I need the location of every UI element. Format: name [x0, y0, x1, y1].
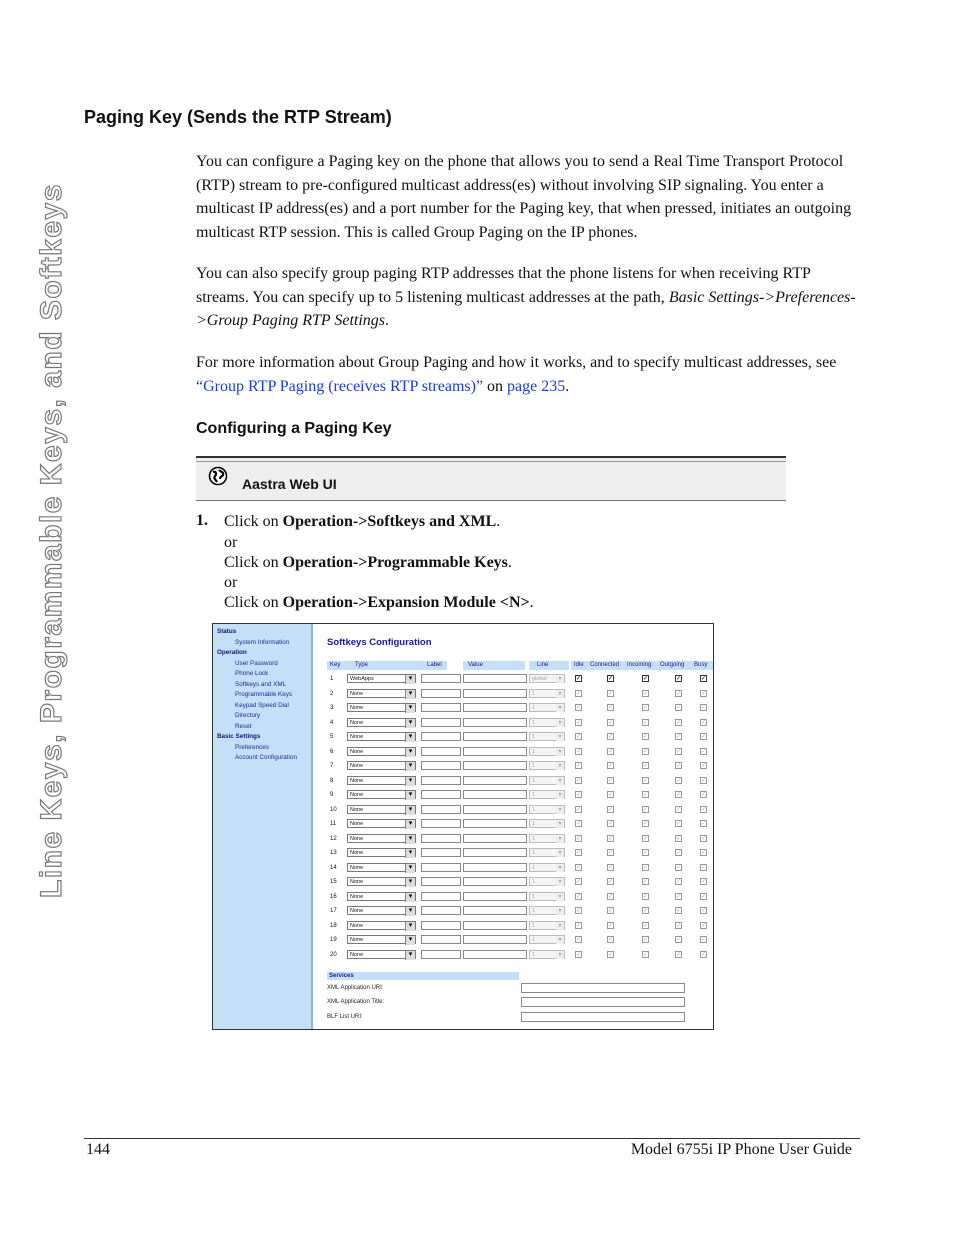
- state-checkbox[interactable]: ✓: [608, 676, 614, 682]
- key-number: 11: [330, 821, 337, 827]
- chapter-side-title: Line Keys, Programmable Keys, and Softkeys: [35, 183, 68, 898]
- state-checkbox[interactable]: ✓: [608, 922, 614, 929]
- type-select[interactable]: None ▾: [347, 732, 416, 741]
- type-select[interactable]: None ▾: [347, 776, 416, 785]
- line-select[interactable]: global ▾: [529, 674, 565, 683]
- softkey-row: [313, 949, 713, 963]
- state-checkbox[interactable]: ✓: [701, 806, 707, 813]
- softkey-row: [313, 731, 713, 745]
- state-checkbox[interactable]: ✓: [676, 690, 682, 697]
- softkey-row: [313, 847, 713, 861]
- key-number: 8: [330, 777, 334, 784]
- label-input[interactable]: [421, 834, 461, 843]
- label-input[interactable]: [421, 892, 461, 901]
- value-input[interactable]: [463, 935, 527, 944]
- state-checkbox[interactable]: ✓: [608, 951, 614, 958]
- paragraph-more-info: For more information about Group Paging and how it works, and to specify multicast addresses, see “Group RTP Paging (receives RTP streams)” on page 235.: [196, 354, 837, 395]
- col-line: Line: [537, 662, 549, 668]
- step-line-2: or: [224, 534, 238, 551]
- xml-application-uri-input[interactable]: [521, 983, 685, 993]
- group-rtp-paging-link[interactable]: “Group RTP Paging (receives RTP streams)”: [196, 377, 484, 395]
- type-select[interactable]: None ▾: [347, 950, 416, 959]
- state-checkbox[interactable]: ✓: [576, 806, 582, 813]
- state-checkbox[interactable]: ✓: [608, 850, 614, 856]
- state-checkbox[interactable]: ✓: [701, 792, 707, 798]
- state-checkbox[interactable]: ✓: [676, 937, 682, 943]
- state-checkbox[interactable]: ✓: [701, 951, 707, 958]
- key-number: 7: [330, 763, 334, 769]
- value-input[interactable]: [463, 906, 527, 915]
- label-input[interactable]: [421, 732, 461, 741]
- state-checkbox[interactable]: ✓: [643, 806, 649, 813]
- state-checkbox[interactable]: ✓: [643, 850, 649, 856]
- line-select[interactable]: 1 ▾: [529, 776, 565, 785]
- value-input[interactable]: [463, 718, 527, 727]
- line-select[interactable]: 1 ▾: [529, 921, 565, 930]
- state-checkbox[interactable]: ✓: [608, 835, 614, 842]
- nav-item[interactable]: Directory: [235, 712, 261, 719]
- services-header: Services: [327, 972, 519, 980]
- service-label-xml-title: XML Application Title:: [327, 999, 385, 1005]
- softkey-row: [313, 905, 713, 919]
- value-input[interactable]: [463, 834, 527, 843]
- step-line-5: Click on Operation->Expansion Module <N>.: [224, 594, 534, 611]
- label-input[interactable]: [421, 863, 461, 872]
- document-title: Model 6755i IP Phone User Guide: [630, 1141, 852, 1158]
- table-header-line: [529, 661, 569, 670]
- line-select[interactable]: 1 ▾: [529, 950, 565, 959]
- state-checkbox[interactable]: ✓: [676, 748, 682, 755]
- state-checkbox[interactable]: ✓: [676, 893, 682, 900]
- state-checkbox[interactable]: ✓: [643, 937, 649, 943]
- type-select[interactable]: None ▾: [347, 718, 416, 727]
- web-ui-main: [313, 624, 713, 1029]
- state-checkbox[interactable]: ✓: [576, 821, 582, 827]
- value-input[interactable]: [463, 848, 527, 857]
- col-label: Label: [427, 662, 442, 668]
- state-checkbox[interactable]: ✓: [643, 777, 649, 784]
- line-select[interactable]: 1 ▾: [529, 689, 565, 698]
- softkey-row: [313, 717, 713, 731]
- state-checkbox[interactable]: ✓: [701, 879, 707, 885]
- softkey-row: [313, 876, 713, 890]
- line-select[interactable]: 1 ▾: [529, 790, 565, 799]
- value-input[interactable]: [463, 805, 527, 814]
- softkey-row: [313, 862, 713, 876]
- key-number: 19: [330, 937, 337, 943]
- state-checkbox[interactable]: ✓: [576, 676, 582, 682]
- label-input[interactable]: [421, 761, 461, 770]
- value-input[interactable]: [463, 921, 527, 930]
- label-input[interactable]: [421, 921, 461, 930]
- label-input[interactable]: [421, 776, 461, 785]
- page-235-link[interactable]: page 235: [507, 377, 566, 395]
- config-title: Softkeys Configuration: [327, 637, 432, 648]
- type-select[interactable]: None ▾: [347, 935, 416, 944]
- state-checkbox[interactable]: ✓: [608, 792, 614, 798]
- state-checkbox[interactable]: ✓: [608, 734, 614, 740]
- type-select[interactable]: None ▾: [347, 761, 416, 770]
- state-checkbox[interactable]: ✓: [643, 705, 649, 711]
- step-line-4: or: [224, 574, 238, 591]
- state-checkbox[interactable]: ✓: [643, 864, 649, 871]
- paragraph-listen-path: Basic Settings->Preferences->Group Paging RTP Settings: [196, 288, 856, 329]
- state-checkbox[interactable]: ✓: [576, 763, 582, 769]
- state-checkbox[interactable]: ✓: [576, 835, 582, 842]
- state-checkbox[interactable]: ✓: [676, 879, 682, 885]
- value-input[interactable]: [463, 892, 527, 901]
- key-number: 3: [330, 705, 334, 711]
- value-input[interactable]: [463, 674, 527, 683]
- state-checkbox[interactable]: ✓: [676, 734, 682, 740]
- state-checkbox[interactable]: ✓: [676, 850, 682, 856]
- key-number: 10: [330, 806, 337, 813]
- state-checkbox[interactable]: ✓: [701, 690, 707, 697]
- state-checkbox[interactable]: ✓: [701, 676, 707, 682]
- key-number: 6: [330, 748, 334, 755]
- paragraph-more-info-on: on: [487, 377, 504, 395]
- value-input[interactable]: [463, 950, 527, 959]
- state-checkbox[interactable]: ✓: [643, 763, 649, 769]
- state-checkbox[interactable]: ✓: [608, 864, 614, 871]
- softkey-row: [313, 760, 713, 774]
- state-checkbox[interactable]: ✓: [676, 719, 682, 726]
- state-checkbox[interactable]: ✓: [643, 922, 649, 929]
- line-select[interactable]: 1 ▾: [529, 892, 565, 901]
- state-checkbox[interactable]: ✓: [643, 734, 649, 740]
- type-select[interactable]: None ▾: [347, 848, 416, 857]
- nav-item[interactable]: Softkeys and XML: [235, 680, 287, 688]
- web-ui-banner: [196, 456, 786, 501]
- state-checkbox[interactable]: ✓: [643, 835, 649, 842]
- state-checkbox[interactable]: ✓: [676, 763, 682, 769]
- key-number: 1: [330, 676, 334, 682]
- service-label-xml-uri: XML Application URI:: [327, 985, 384, 991]
- state-checkbox[interactable]: ✓: [701, 922, 707, 929]
- type-select[interactable]: None ▾: [347, 863, 416, 872]
- globe-icon: [208, 466, 228, 486]
- key-number: 4: [330, 719, 334, 726]
- line-select[interactable]: 1 ▾: [529, 819, 565, 828]
- line-select[interactable]: 1 ▾: [529, 703, 565, 712]
- softkey-row: [313, 673, 713, 687]
- state-checkbox[interactable]: ✓: [643, 951, 649, 958]
- nav-item[interactable]: Keypad Speed Dial: [235, 701, 289, 709]
- step-number: 1.: [196, 512, 208, 529]
- softkey-row: [313, 702, 713, 716]
- key-number: 12: [330, 835, 337, 842]
- state-checkbox[interactable]: ✓: [608, 879, 614, 885]
- value-input[interactable]: [463, 761, 527, 770]
- state-checkbox[interactable]: ✓: [701, 763, 707, 769]
- key-number: 13: [330, 850, 337, 856]
- state-checkbox[interactable]: ✓: [576, 879, 582, 885]
- label-input[interactable]: [421, 718, 461, 727]
- softkeys-config-screenshot: [212, 623, 714, 1030]
- value-input[interactable]: [463, 776, 527, 785]
- type-select[interactable]: None ▾: [347, 921, 416, 930]
- value-input[interactable]: [463, 819, 527, 828]
- label-input[interactable]: [421, 819, 461, 828]
- section-title: Paging Key (Sends the RTP Stream): [84, 107, 392, 127]
- type-select[interactable]: None ▾: [347, 805, 416, 814]
- footer-rule: [84, 1138, 860, 1139]
- col-key: Key: [330, 662, 341, 668]
- softkey-row: [313, 688, 713, 702]
- type-select[interactable]: None ▾: [347, 877, 416, 886]
- col-busy: Busy: [694, 662, 708, 668]
- type-select[interactable]: None ▾: [347, 689, 416, 698]
- state-checkbox[interactable]: ✓: [676, 676, 682, 682]
- label-input[interactable]: [421, 790, 461, 799]
- line-select[interactable]: 1 ▾: [529, 805, 565, 814]
- type-select[interactable]: None ▾: [347, 834, 416, 843]
- state-checkbox[interactable]: ✓: [608, 937, 614, 943]
- nav-item[interactable]: Preferences: [235, 743, 269, 751]
- line-select[interactable]: 1 ▾: [529, 877, 565, 886]
- subsection-title: Configuring a Paging Key: [196, 420, 392, 437]
- state-checkbox[interactable]: ✓: [643, 908, 649, 914]
- nav-item[interactable]: Operation: [217, 649, 247, 656]
- softkey-row: [313, 920, 713, 934]
- state-checkbox[interactable]: ✓: [701, 893, 707, 900]
- paragraph-more-info-text: For more information about Group Paging and how it works, and to specify multicast addresses, see: [196, 354, 837, 371]
- key-number: 20: [330, 951, 337, 958]
- state-checkbox[interactable]: ✓: [701, 719, 707, 726]
- state-checkbox[interactable]: ✓: [643, 821, 649, 827]
- state-checkbox[interactable]: ✓: [643, 792, 649, 798]
- paragraph-intro: You can configure a Paging key on the phone that allows you to send a Real Time Transport Protocol (RTP) stream to pre-configured multicast address(es) without involving SIP signaling. You enter a multicast IP address(es) and a port number for the Paging key, that when pressed, initiates an outgoing multicast RTP session. This is called Group Paging on the IP phones.: [196, 153, 852, 241]
- state-checkbox[interactable]: ✓: [676, 705, 682, 711]
- label-input[interactable]: [421, 950, 461, 959]
- state-checkbox[interactable]: ✓: [676, 792, 682, 798]
- value-input[interactable]: [463, 877, 527, 886]
- web-ui-nav: [213, 624, 313, 1029]
- type-select[interactable]: None ▾: [347, 747, 416, 756]
- state-checkbox[interactable]: ✓: [576, 748, 582, 755]
- state-checkbox[interactable]: ✓: [676, 951, 682, 958]
- type-select[interactable]: None ▾: [347, 819, 416, 828]
- state-checkbox[interactable]: ✓: [643, 893, 649, 900]
- state-checkbox[interactable]: ✓: [701, 777, 707, 784]
- state-checkbox[interactable]: ✓: [701, 835, 707, 842]
- state-checkbox[interactable]: ✓: [701, 821, 707, 827]
- type-select[interactable]: None ▾: [347, 703, 416, 712]
- step-line-1: Click on Operation->Softkeys and XML.: [224, 513, 501, 530]
- col-idle: Idle: [574, 662, 584, 668]
- page-number: 144: [86, 1141, 110, 1158]
- state-checkbox[interactable]: ✓: [701, 748, 707, 755]
- state-checkbox[interactable]: ✓: [608, 821, 614, 827]
- state-checkbox[interactable]: ✓: [676, 922, 682, 929]
- key-number: 14: [330, 864, 337, 871]
- label-input[interactable]: [421, 689, 461, 698]
- state-checkbox[interactable]: ✓: [576, 705, 582, 711]
- paragraph-listen-text: You can also specify group paging RTP addresses that the phone listens for when receiving RTP streams. You can specify up to 5 listening multicast addresses at the path,: [196, 265, 811, 306]
- line-select[interactable]: 1 ▾: [529, 935, 565, 944]
- state-checkbox[interactable]: ✓: [576, 864, 582, 871]
- state-checkbox[interactable]: ✓: [608, 893, 614, 900]
- state-checkbox[interactable]: ✓: [643, 676, 649, 682]
- col-outgoing: Outgoing: [660, 662, 685, 668]
- line-select[interactable]: 1 ▾: [529, 732, 565, 741]
- nav-item[interactable]: Basic Settings: [217, 733, 261, 740]
- state-checkbox[interactable]: ✓: [676, 821, 682, 827]
- state-checkbox[interactable]: ✓: [701, 705, 707, 711]
- state-checkbox[interactable]: ✓: [643, 748, 649, 755]
- type-select[interactable]: None ▾: [347, 906, 416, 915]
- label-input[interactable]: [421, 703, 461, 712]
- key-number: 9: [330, 792, 334, 798]
- nav-item[interactable]: System Information: [235, 638, 290, 646]
- table-header-states: [571, 661, 713, 670]
- value-input[interactable]: [463, 747, 527, 756]
- blf-list-uri-input[interactable]: [521, 1012, 685, 1022]
- value-input[interactable]: [463, 790, 527, 799]
- state-checkbox[interactable]: ✓: [701, 734, 707, 740]
- state-checkbox[interactable]: ✓: [643, 879, 649, 885]
- state-checkbox[interactable]: ✓: [608, 806, 614, 813]
- line-select[interactable]: 1 ▾: [529, 747, 565, 756]
- state-checkbox[interactable]: ✓: [576, 734, 582, 740]
- state-checkbox[interactable]: ✓: [576, 922, 582, 929]
- state-checkbox[interactable]: ✓: [701, 908, 707, 914]
- label-input[interactable]: [421, 747, 461, 756]
- softkey-row: [313, 804, 713, 818]
- key-number: 16: [330, 893, 337, 900]
- table-header-left: [327, 661, 447, 670]
- line-select[interactable]: 1 ▾: [529, 761, 565, 770]
- state-checkbox[interactable]: ✓: [643, 719, 649, 726]
- type-select[interactable]: WebApps ▾: [347, 674, 416, 683]
- state-checkbox[interactable]: ✓: [608, 748, 614, 755]
- key-number: 18: [330, 922, 337, 929]
- label-input[interactable]: [421, 935, 461, 944]
- line-select[interactable]: 1 ▾: [529, 718, 565, 727]
- state-checkbox[interactable]: ✓: [701, 937, 707, 943]
- state-checkbox[interactable]: ✓: [576, 850, 582, 856]
- service-label-blf-uri: BLF List URI:: [327, 1014, 363, 1020]
- value-input[interactable]: [463, 863, 527, 872]
- key-number: 2: [330, 690, 334, 697]
- label-input[interactable]: [421, 877, 461, 886]
- state-checkbox[interactable]: ✓: [701, 864, 707, 871]
- state-checkbox[interactable]: ✓: [576, 719, 582, 726]
- state-checkbox[interactable]: ✓: [576, 908, 582, 914]
- value-input[interactable]: [463, 732, 527, 741]
- state-checkbox[interactable]: ✓: [676, 908, 682, 914]
- nav-item[interactable]: Programmable Keys: [235, 691, 293, 698]
- col-type: Type: [355, 662, 369, 668]
- nav-item[interactable]: Status: [217, 628, 237, 635]
- xml-application-title-input[interactable]: [521, 997, 685, 1007]
- state-checkbox[interactable]: ✓: [608, 777, 614, 784]
- softkey-row: [313, 934, 713, 948]
- nav-item[interactable]: Account Configuration: [235, 754, 297, 761]
- nav-item[interactable]: User Password: [235, 659, 278, 667]
- state-checkbox[interactable]: ✓: [608, 705, 614, 711]
- table-header-value: [463, 661, 525, 670]
- state-checkbox[interactable]: ✓: [701, 850, 707, 856]
- softkey-row: [313, 746, 713, 760]
- softkey-row: [313, 789, 713, 803]
- label-input[interactable]: [421, 805, 461, 814]
- line-select[interactable]: 1 ▾: [529, 906, 565, 915]
- softkey-row: [313, 833, 713, 847]
- state-checkbox[interactable]: ✓: [608, 719, 614, 726]
- softkey-row: [313, 775, 713, 789]
- paragraph-listen: You can also specify group paging RTP addresses that the phone listens for when receiving RTP streams. You can specify up to 5 listening multicast addresses at the path, Basic Settings->Preferences->Group Paging RTP Settings.: [196, 265, 856, 329]
- state-checkbox[interactable]: ✓: [576, 792, 582, 798]
- state-checkbox[interactable]: ✓: [676, 777, 682, 784]
- state-checkbox[interactable]: ✓: [576, 951, 582, 958]
- softkey-row: [313, 891, 713, 905]
- state-checkbox[interactable]: ✓: [576, 690, 582, 697]
- line-select[interactable]: 1 ▾: [529, 834, 565, 843]
- type-select[interactable]: None ▾: [347, 892, 416, 901]
- col-incoming: Incoming: [627, 662, 652, 668]
- col-connected: Connected: [590, 662, 620, 668]
- value-input[interactable]: [463, 703, 527, 712]
- softkey-row: [313, 818, 713, 832]
- key-number: 5: [330, 734, 334, 740]
- key-number: 17: [330, 908, 337, 914]
- state-checkbox[interactable]: ✓: [676, 864, 682, 871]
- line-select[interactable]: 1 ▾: [529, 863, 565, 872]
- web-ui-label: Aastra Web UI: [242, 476, 337, 492]
- state-checkbox[interactable]: ✓: [576, 777, 582, 784]
- state-checkbox[interactable]: ✓: [676, 835, 682, 842]
- state-checkbox[interactable]: ✓: [576, 893, 582, 900]
- label-input[interactable]: [421, 848, 461, 857]
- value-input[interactable]: [463, 689, 527, 698]
- nav-item[interactable]: Reset: [235, 722, 252, 730]
- nav-item[interactable]: Phone Lock: [235, 670, 269, 677]
- state-checkbox[interactable]: ✓: [643, 690, 649, 697]
- col-value: Value: [468, 662, 483, 668]
- state-checkbox[interactable]: ✓: [608, 763, 614, 769]
- key-number: 15: [330, 879, 337, 885]
- state-checkbox[interactable]: ✓: [676, 806, 682, 813]
- step-line-3: Click on Operation->Programmable Keys.: [224, 554, 512, 571]
- type-select[interactable]: None ▾: [347, 790, 416, 799]
- state-checkbox[interactable]: ✓: [608, 690, 614, 697]
- label-input[interactable]: [421, 906, 461, 915]
- state-checkbox[interactable]: ✓: [576, 937, 582, 943]
- state-checkbox[interactable]: ✓: [608, 908, 614, 914]
- label-input[interactable]: [421, 674, 461, 683]
- line-select[interactable]: 1 ▾: [529, 848, 565, 857]
